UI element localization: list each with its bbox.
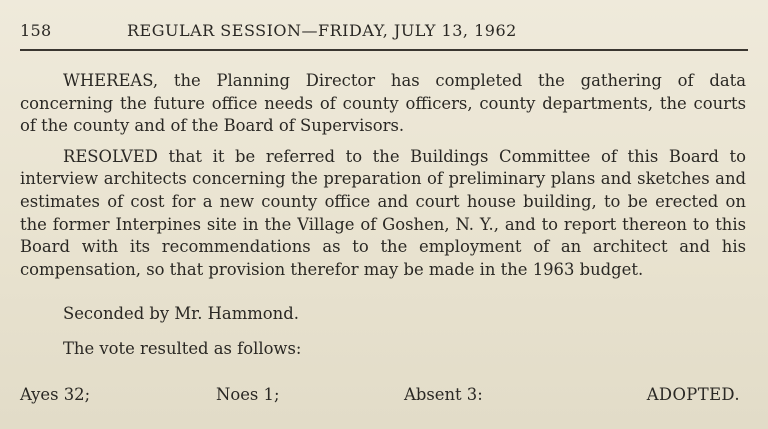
document-body [20, 70, 746, 361]
vote-intro: The vote resulted as follows: [63, 338, 302, 358]
absent-count: Absent 3: [404, 385, 483, 404]
header-rule [20, 49, 748, 51]
page-header [20, 18, 748, 52]
running-head: REGULAR SESSION—FRIDAY, JULY 13, 1962 [127, 21, 517, 40]
whereas-paragraph: WHEREAS, the Planning Director has completed the gathering of data concerning the future office needs of county officers, county departments, the courts of the county and of the Board of Supervisors. [20, 71, 746, 136]
seconded-line: Seconded by Mr. Hammond. [63, 304, 299, 324]
ayes-count: Ayes 32; [20, 385, 91, 404]
resolved-paragraph: RESOLVED that it be referred to the Buildings Committee of this Board to interview architects concerning the preparation of preliminary plans and sketches and estimates of cost for a new county office and court house building, to be erected on the former Interpines site in the Village of Goshen, N. Y., and to report thereon to this Board with its recommendations as to the employment of an architect and his compensation, so that provision therefor may be made in the 1963 budget. [20, 146, 746, 279]
page-number: 158 [20, 21, 52, 40]
vote-tally [20, 385, 748, 409]
noes-count: Noes 1; [216, 385, 280, 404]
vote-result: ADOPTED. [646, 385, 740, 404]
